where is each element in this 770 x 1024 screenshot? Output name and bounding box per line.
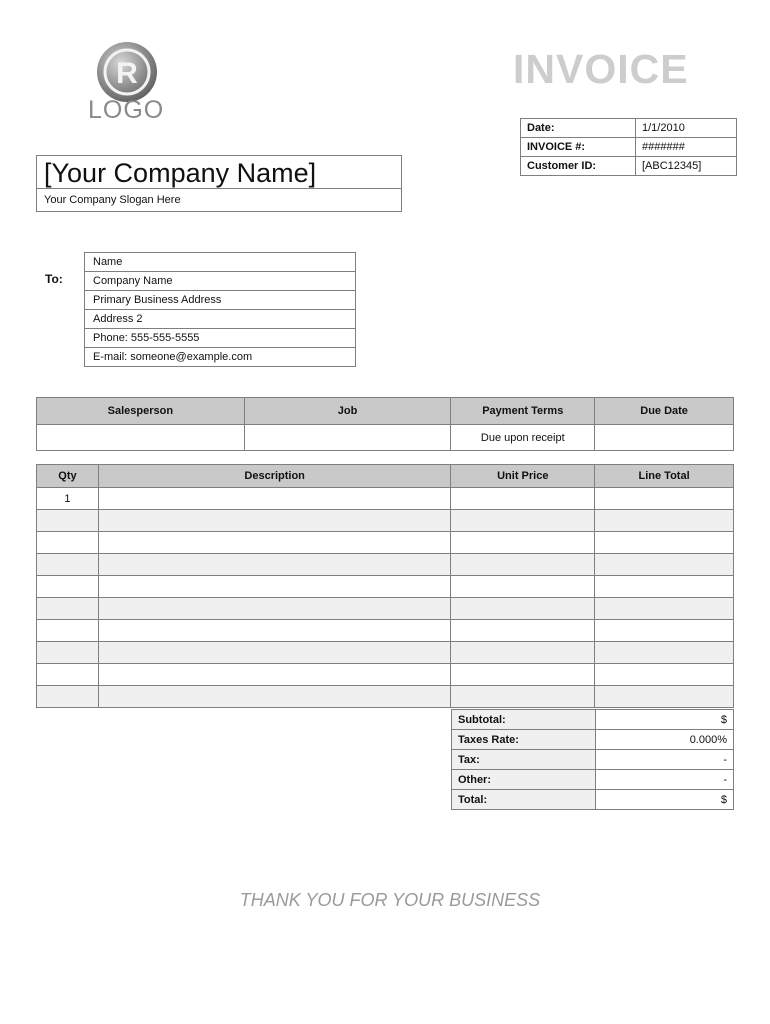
line-items-table bbox=[36, 464, 734, 708]
description-cell[interactable] bbox=[98, 620, 450, 642]
logo-registered-icon bbox=[95, 40, 159, 104]
line-total-cell[interactable] bbox=[595, 664, 734, 686]
line-total-cell[interactable] bbox=[595, 554, 734, 576]
tax-label: Tax: bbox=[452, 750, 596, 770]
meta-label: Customer ID: bbox=[521, 157, 636, 176]
line-item-row bbox=[37, 488, 734, 510]
sales-header-salesperson: Salesperson bbox=[37, 398, 245, 425]
tax-rate-field[interactable]: 0.000% bbox=[596, 730, 734, 750]
other-field[interactable]: - bbox=[596, 770, 734, 790]
line-item-row bbox=[37, 664, 734, 686]
qty-cell[interactable] bbox=[37, 554, 99, 576]
subtotal-value: $ bbox=[596, 710, 734, 730]
totals-table bbox=[451, 709, 734, 810]
recipient-name-field[interactable]: Name bbox=[85, 253, 356, 272]
description-cell[interactable] bbox=[98, 598, 450, 620]
meta-row-invoice-number bbox=[521, 138, 737, 157]
job-field[interactable] bbox=[244, 425, 451, 451]
customer-id-field[interactable]: [ABC12345] bbox=[636, 157, 737, 176]
company-name-field[interactable]: [Your Company Name] bbox=[36, 155, 402, 189]
line-item-row bbox=[37, 598, 734, 620]
description-cell[interactable] bbox=[98, 554, 450, 576]
line-item-row bbox=[37, 642, 734, 664]
logo-text: LOGO bbox=[88, 96, 165, 124]
line-item-row bbox=[37, 576, 734, 598]
description-cell[interactable] bbox=[98, 664, 450, 686]
qty-cell[interactable] bbox=[37, 576, 99, 598]
description-cell[interactable] bbox=[98, 686, 450, 708]
other-label: Other: bbox=[452, 770, 596, 790]
qty-cell[interactable] bbox=[37, 510, 99, 532]
items-header-qty: Qty bbox=[37, 465, 99, 488]
line-item-row bbox=[37, 554, 734, 576]
unit-price-cell[interactable] bbox=[451, 488, 595, 510]
qty-cell[interactable] bbox=[37, 598, 99, 620]
description-cell[interactable] bbox=[98, 488, 450, 510]
description-cell[interactable] bbox=[98, 576, 450, 598]
qty-cell[interactable] bbox=[37, 664, 99, 686]
recipient-table bbox=[84, 252, 356, 367]
invoice-meta-table bbox=[520, 118, 737, 176]
total-label: Total: bbox=[452, 790, 596, 810]
subtotal-label: Subtotal: bbox=[452, 710, 596, 730]
line-total-cell[interactable] bbox=[595, 686, 734, 708]
tax-value: - bbox=[596, 750, 734, 770]
unit-price-cell[interactable] bbox=[451, 620, 595, 642]
line-item-row bbox=[37, 510, 734, 532]
tax-rate-label: Taxes Rate: bbox=[452, 730, 596, 750]
description-cell[interactable] bbox=[98, 510, 450, 532]
company-slogan-field[interactable]: Your Company Slogan Here bbox=[36, 189, 402, 212]
unit-price-cell[interactable] bbox=[451, 686, 595, 708]
line-total-cell[interactable] bbox=[595, 620, 734, 642]
thank-you-footer: THANK YOU FOR YOUR BUSINESS bbox=[239, 890, 541, 910]
description-cell[interactable] bbox=[98, 532, 450, 554]
invoice-title: INVOICE bbox=[513, 46, 689, 92]
recipient-company-field[interactable]: Company Name bbox=[85, 272, 356, 291]
unit-price-cell[interactable] bbox=[451, 532, 595, 554]
unit-price-cell[interactable] bbox=[451, 642, 595, 664]
qty-cell[interactable] bbox=[37, 642, 99, 664]
line-total-cell[interactable] bbox=[595, 532, 734, 554]
recipient-email-field[interactable]: E-mail: someone@example.com bbox=[85, 348, 356, 367]
meta-label: Date: bbox=[521, 119, 636, 138]
line-total-cell[interactable] bbox=[595, 510, 734, 532]
unit-price-cell[interactable] bbox=[451, 554, 595, 576]
items-header-description: Description bbox=[98, 465, 450, 488]
unit-price-cell[interactable] bbox=[451, 598, 595, 620]
description-cell[interactable] bbox=[98, 642, 450, 664]
sales-header-payment-terms: Payment Terms bbox=[451, 398, 595, 425]
invoice-number-field[interactable]: ####### bbox=[636, 138, 737, 157]
sales-header-due-date: Due Date bbox=[595, 398, 734, 425]
logo-mark-letter: R bbox=[116, 57, 138, 90]
meta-row-customer-id bbox=[521, 157, 737, 176]
salesperson-field[interactable] bbox=[37, 425, 245, 451]
items-header-unit-price: Unit Price bbox=[451, 465, 595, 488]
total-value: $ bbox=[596, 790, 734, 810]
payment-terms-field[interactable]: Due upon receipt bbox=[451, 425, 595, 451]
sales-table bbox=[36, 397, 734, 451]
qty-cell[interactable]: 1 bbox=[37, 488, 99, 510]
recipient-phone-field[interactable]: Phone: 555-555-5555 bbox=[85, 329, 356, 348]
due-date-field[interactable] bbox=[595, 425, 734, 451]
sales-header-job: Job bbox=[244, 398, 451, 425]
line-item-row bbox=[37, 532, 734, 554]
qty-cell[interactable] bbox=[37, 686, 99, 708]
meta-row-date bbox=[521, 119, 737, 138]
line-total-cell[interactable] bbox=[595, 642, 734, 664]
meta-label: INVOICE #: bbox=[521, 138, 636, 157]
recipient-address2-field[interactable]: Address 2 bbox=[85, 310, 356, 329]
line-item-row bbox=[37, 620, 734, 642]
date-field[interactable]: 1/1/2010 bbox=[636, 119, 737, 138]
unit-price-cell[interactable] bbox=[451, 664, 595, 686]
line-item-row bbox=[37, 686, 734, 708]
qty-cell[interactable] bbox=[37, 532, 99, 554]
qty-cell[interactable] bbox=[37, 620, 99, 642]
line-total-cell[interactable] bbox=[595, 598, 734, 620]
recipient-address-field[interactable]: Primary Business Address bbox=[85, 291, 356, 310]
unit-price-cell[interactable] bbox=[451, 576, 595, 598]
line-total-cell[interactable] bbox=[595, 488, 734, 510]
items-header-line-total: Line Total bbox=[595, 465, 734, 488]
to-label: To: bbox=[45, 272, 63, 286]
unit-price-cell[interactable] bbox=[451, 510, 595, 532]
line-total-cell[interactable] bbox=[595, 576, 734, 598]
